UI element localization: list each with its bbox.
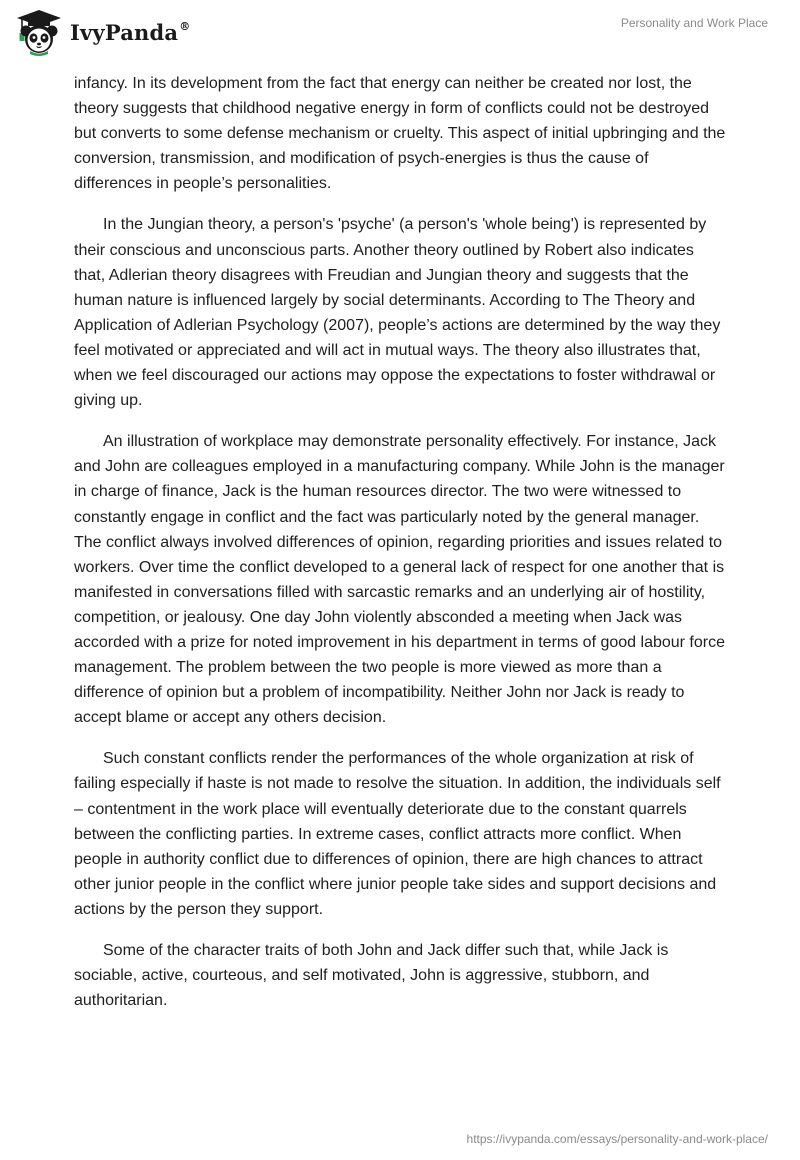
paragraph-continuation: infancy. In its development from the fact that energy can neither be created nor lost, the theory suggests that childhood negative energy in form of conflicts could not be destroyed but converts to some defense mechanism or cruelty. This aspect of initial upbringing and the conversion, transmission, and modification of psych-energies is thus the cause of differences in people’s personalities. (74, 75, 726, 193)
paragraph-jungian-theory: In the Jungian theory, a person's 'psyche' (a person's 'whole being') is represented by their conscious and unconscious parts. Another theory outlined by Robert also indicates that, Adlerian theory disagrees with Freudian and Jungian theory and suggests that the human nature is influenced largely by social determinants. According to The Theory and Application of Adlerian Psychology (2007), people’s actions are determined by the way they feel motivated or appreciated and will act in mutual ways. The theory also illustrates that, when we feel discouraged our actions may oppose the expectations to foster withdrawal or giving up. (74, 216, 721, 410)
registered-mark: ® (179, 19, 191, 33)
page-header (0, 0, 800, 64)
running-title: Personality and Work Place (620, 16, 768, 30)
paragraph-workplace-illustration: An illustration of workplace may demonstrate personality effectively. For instance, Jack and John are colleagues employed in a manufacturing company. While John is the manager in charge of finance, Jack is the human resources director. The two were witnessed to constantly engage in conflict and the fact was particularly noted by the general manager. The conflict always involved differences of opinion, regarding priorities and issues related to workers. Over time the conflict developed to a general lack of respect for one another that is manifested in conversations filled with sarcastic remarks and an underlying air of hostility, competition, or jealousy. One day John violently absconded a meeting when Jack was accorded with a prize for noted improvement in his department in terms of good labour force management. The problem between the two people is more viewed as more than a difference of opinion but a problem of incompatibility. Neither John nor Jack is ready to accept blame or accept any others decision. (74, 433, 725, 727)
essay-body (74, 71, 729, 1029)
paragraph-character-traits: Some of the character traits of both John and Jack differ such that, while Jack is sociable, active, courteous, and self motivated, John is aggressive, stubborn, and authoritarian. (74, 942, 669, 1010)
source-url[interactable]: https://ivypanda.com/essays/personality-and-work-place/ (466, 1132, 768, 1146)
brand-name: IvyPanda® (70, 19, 191, 45)
brand-logo[interactable] (14, 6, 190, 58)
panda-graduate-icon (14, 7, 64, 57)
paragraph-constant-conflicts: Such constant conflicts render the performances of the whole organization at risk of failing especially if haste is not made to resolve the situation. In addition, the individuals self – contentment in the work place will eventually deteriorate due to the constant quarrels between the conflicting parties. In extreme cases, conflict attracts more conflict. When people in authority conflict due to differences of opinion, there are high chances to attract other junior people in the conflict where junior people take sides and support decisions and actions by the person they support. (74, 750, 721, 918)
